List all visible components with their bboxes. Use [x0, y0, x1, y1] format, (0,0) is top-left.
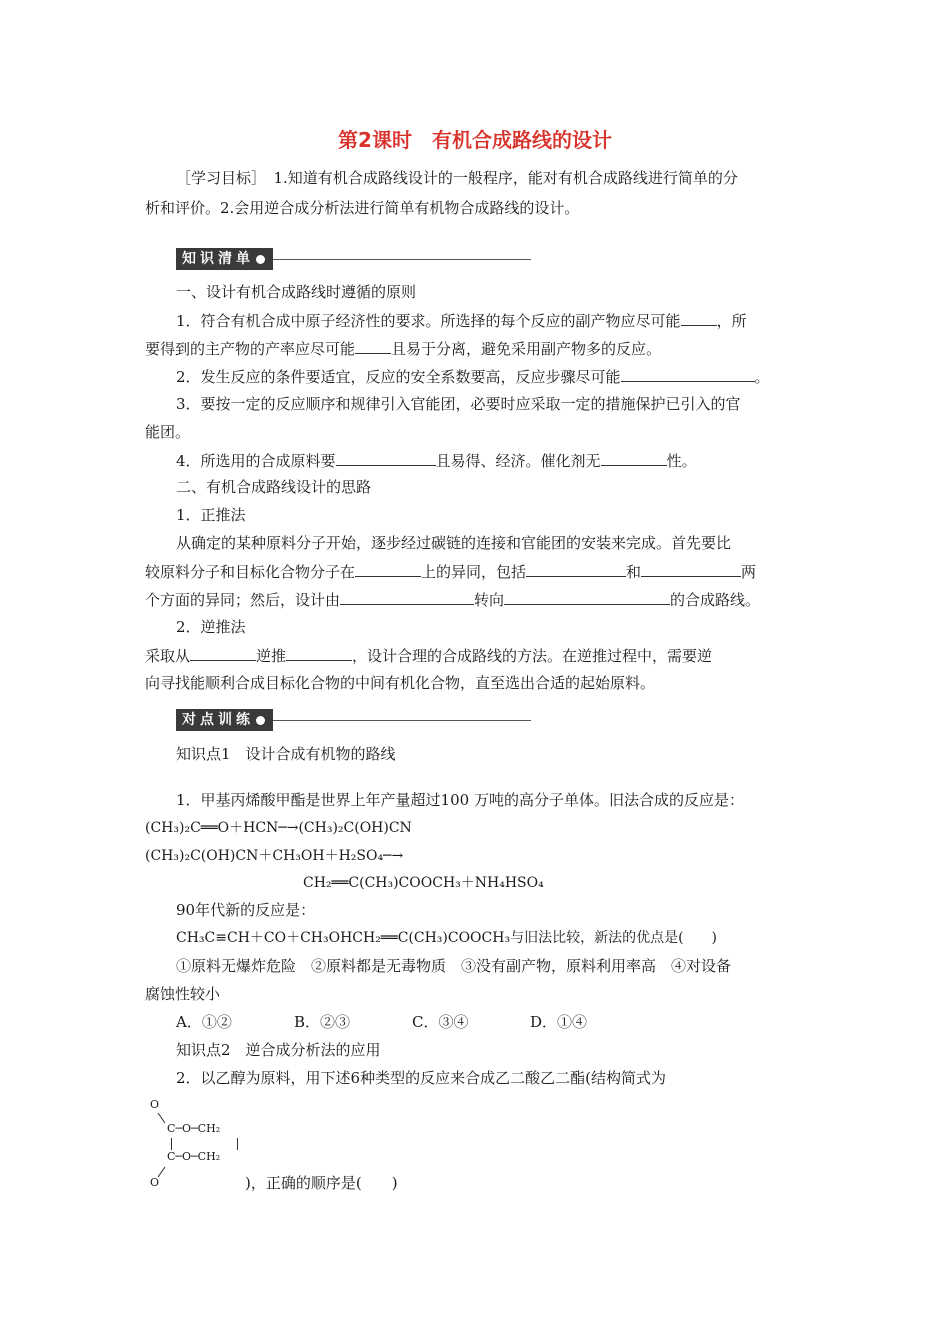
method-1-text-f: 个方面的异同；然后，设计由 [145, 591, 341, 609]
choice-a[interactable]: A．①② [176, 1013, 232, 1031]
method-1-text-c: 上的异同，包括 [421, 563, 527, 581]
method-1-text-b: 较原料分子和目标化合物分子在 [145, 563, 356, 581]
question-1-new-reaction: CH₃C≡CH＋CO＋CH₃OHCH₂══C(CH₃)COOCH₃与旧法比较，新法的优点是( ) [176, 930, 717, 946]
blank [641, 561, 741, 577]
principle-3-line-b: 能团。 [145, 423, 191, 441]
blank [504, 589, 670, 605]
objectives-line-1: ［学习目标］ 1.知道有机合成路线设计的一般程序，能对有机合成路线进行简单的分 [176, 169, 738, 187]
question-1-options-b: 腐蚀性较小 [145, 985, 221, 1003]
principle-4-line [176, 450, 697, 471]
principle-3-line-a: 3．要按一定的反应顺序和规律引入官能团，必要时应采取一定的措施保护已引入的官 [176, 395, 741, 413]
blank [681, 310, 717, 326]
question-1-reaction-1: (CH₃)₂C══O＋HCN─→(CH₃)₂C(OH)CN [145, 820, 412, 836]
knowledge-banner [176, 247, 531, 271]
method-2-line-b: 向寻找能顺利合成目标化合物的中间有机化合物，直至选出合适的起始原料。 [145, 674, 656, 692]
principle-1-text-a: 1．符合有机合成中原子经济性的要求。所选择的每个反应的副产物应尽可能 [176, 312, 681, 330]
choice-b[interactable]: B．②③ [294, 1013, 351, 1031]
knowledge-banner-box [176, 248, 273, 270]
principle-4-text-a: 4．所选用的合成原料要 [176, 452, 336, 470]
blank [190, 645, 256, 661]
method-2-text-a: 采取从 [145, 647, 191, 665]
question-1-stem: 1．甲基丙烯酸甲酯是世界上年产量超过100 万吨的高分子单体。旧法合成的反应是： [176, 791, 744, 809]
principle-4-text-c: 性。 [666, 452, 697, 470]
practice-banner [176, 708, 531, 732]
banner-rule [273, 259, 531, 260]
principle-1-text-d: 且易于分离，避免采用副产物多的反应。 [391, 340, 662, 358]
blank [355, 561, 421, 577]
struct-bond [237, 1138, 238, 1150]
struct-oxygen-bottom: O [150, 1176, 160, 1189]
banner-dot-icon [256, 255, 265, 264]
question-2-stem: 2．以乙醇为原料，用下述6种类型的反应来合成乙二酸乙二酯(结构简式为 [176, 1069, 666, 1087]
method-1-title: 1．正推法 [176, 506, 246, 524]
principle-1-line-b [145, 338, 661, 359]
struct-row-2: C─O─CH₂ [167, 1150, 221, 1163]
knowledge-point-1: 知识点1 设计合成有机物的路线 [176, 745, 396, 763]
question-1-reaction-3: CH₂══C(CH₃)COOCH₃＋NH₄HSO₄ [303, 875, 544, 891]
method-2-title: 2．逆推法 [176, 618, 246, 636]
choice-d[interactable]: D．①④ [530, 1013, 588, 1031]
blank [526, 561, 626, 577]
page-title: 第2课时 有机合成路线的设计 [338, 128, 612, 152]
blank [336, 450, 436, 466]
objectives-line-2: 析和评价。2.会用逆合成分析法进行简单有机物合成路线的设计。 [145, 199, 580, 217]
method-1-line-a: 从确定的某种原料分子开始，逐步经过碳链的连接和官能团的安装来完成。首先要比 [176, 534, 732, 552]
practice-banner-label: 对点训练 [182, 712, 254, 728]
question-1-options-a: ①原料无爆炸危险 ②原料都是无毒物质 ③没有副产物，原料利用率高 ④对设备 [176, 957, 732, 975]
principle-1-line-a [176, 310, 747, 331]
part1-heading: 一、设计有机合成路线时遵循的原则 [176, 283, 417, 301]
principle-1-text-c: 要得到的主产物的产率应尽可能 [145, 340, 356, 358]
question-2-tail: )，正确的顺序是( ) [245, 1174, 398, 1192]
part2-heading: 二、有机合成路线设计的思路 [176, 478, 372, 496]
knowledge-point-2: 知识点2 逆合成分析法的应用 [176, 1041, 381, 1059]
method-1-text-h: 的合成路线。 [670, 591, 761, 609]
question-1-new-label: 90年代新的反应是： [176, 901, 316, 919]
method-1-line-b [145, 561, 756, 582]
method-1-text-g: 转向 [474, 591, 505, 609]
method-1-text-d: 和 [626, 563, 642, 581]
principle-2-text-b: 。 [754, 368, 770, 386]
principle-4-text-b: 且易得、经济。催化剂无 [435, 452, 601, 470]
struct-row-1: C─O─CH₂ [167, 1122, 221, 1135]
struct-oxygen-top: O [150, 1098, 160, 1111]
principle-2-text-a: 2．发生反应的条件要适宜，反应的安全系数要高，反应步骤尽可能 [176, 368, 621, 386]
struct-bond [171, 1138, 172, 1150]
method-1-text-e: 两 [741, 563, 757, 581]
struct-bond [158, 1113, 166, 1123]
principle-1-text-b: ，所 [716, 312, 747, 330]
blank [621, 366, 755, 382]
knowledge-banner-label: 知识清单 [182, 251, 254, 267]
banner-dot-icon [256, 716, 265, 725]
method-2-line-a [145, 645, 712, 666]
ethylene-oxalate-structure [145, 1098, 255, 1193]
question-1-reaction-2: (CH₃)₂C(OH)CN＋CH₃OH＋H₂SO₄─→ [145, 848, 404, 864]
blank [286, 645, 352, 661]
choice-c[interactable]: C．③④ [412, 1013, 469, 1031]
blank [601, 450, 667, 466]
practice-banner-box [176, 709, 273, 731]
method-2-text-c: ，设计合理的合成路线的方法。在逆推过程中，需要逆 [352, 647, 713, 665]
principle-2-line [176, 366, 770, 387]
method-2-text-b: 逆推 [256, 647, 287, 665]
blank [355, 338, 391, 354]
method-1-line-c [145, 589, 760, 610]
banner-rule [273, 720, 531, 721]
blank [340, 589, 474, 605]
